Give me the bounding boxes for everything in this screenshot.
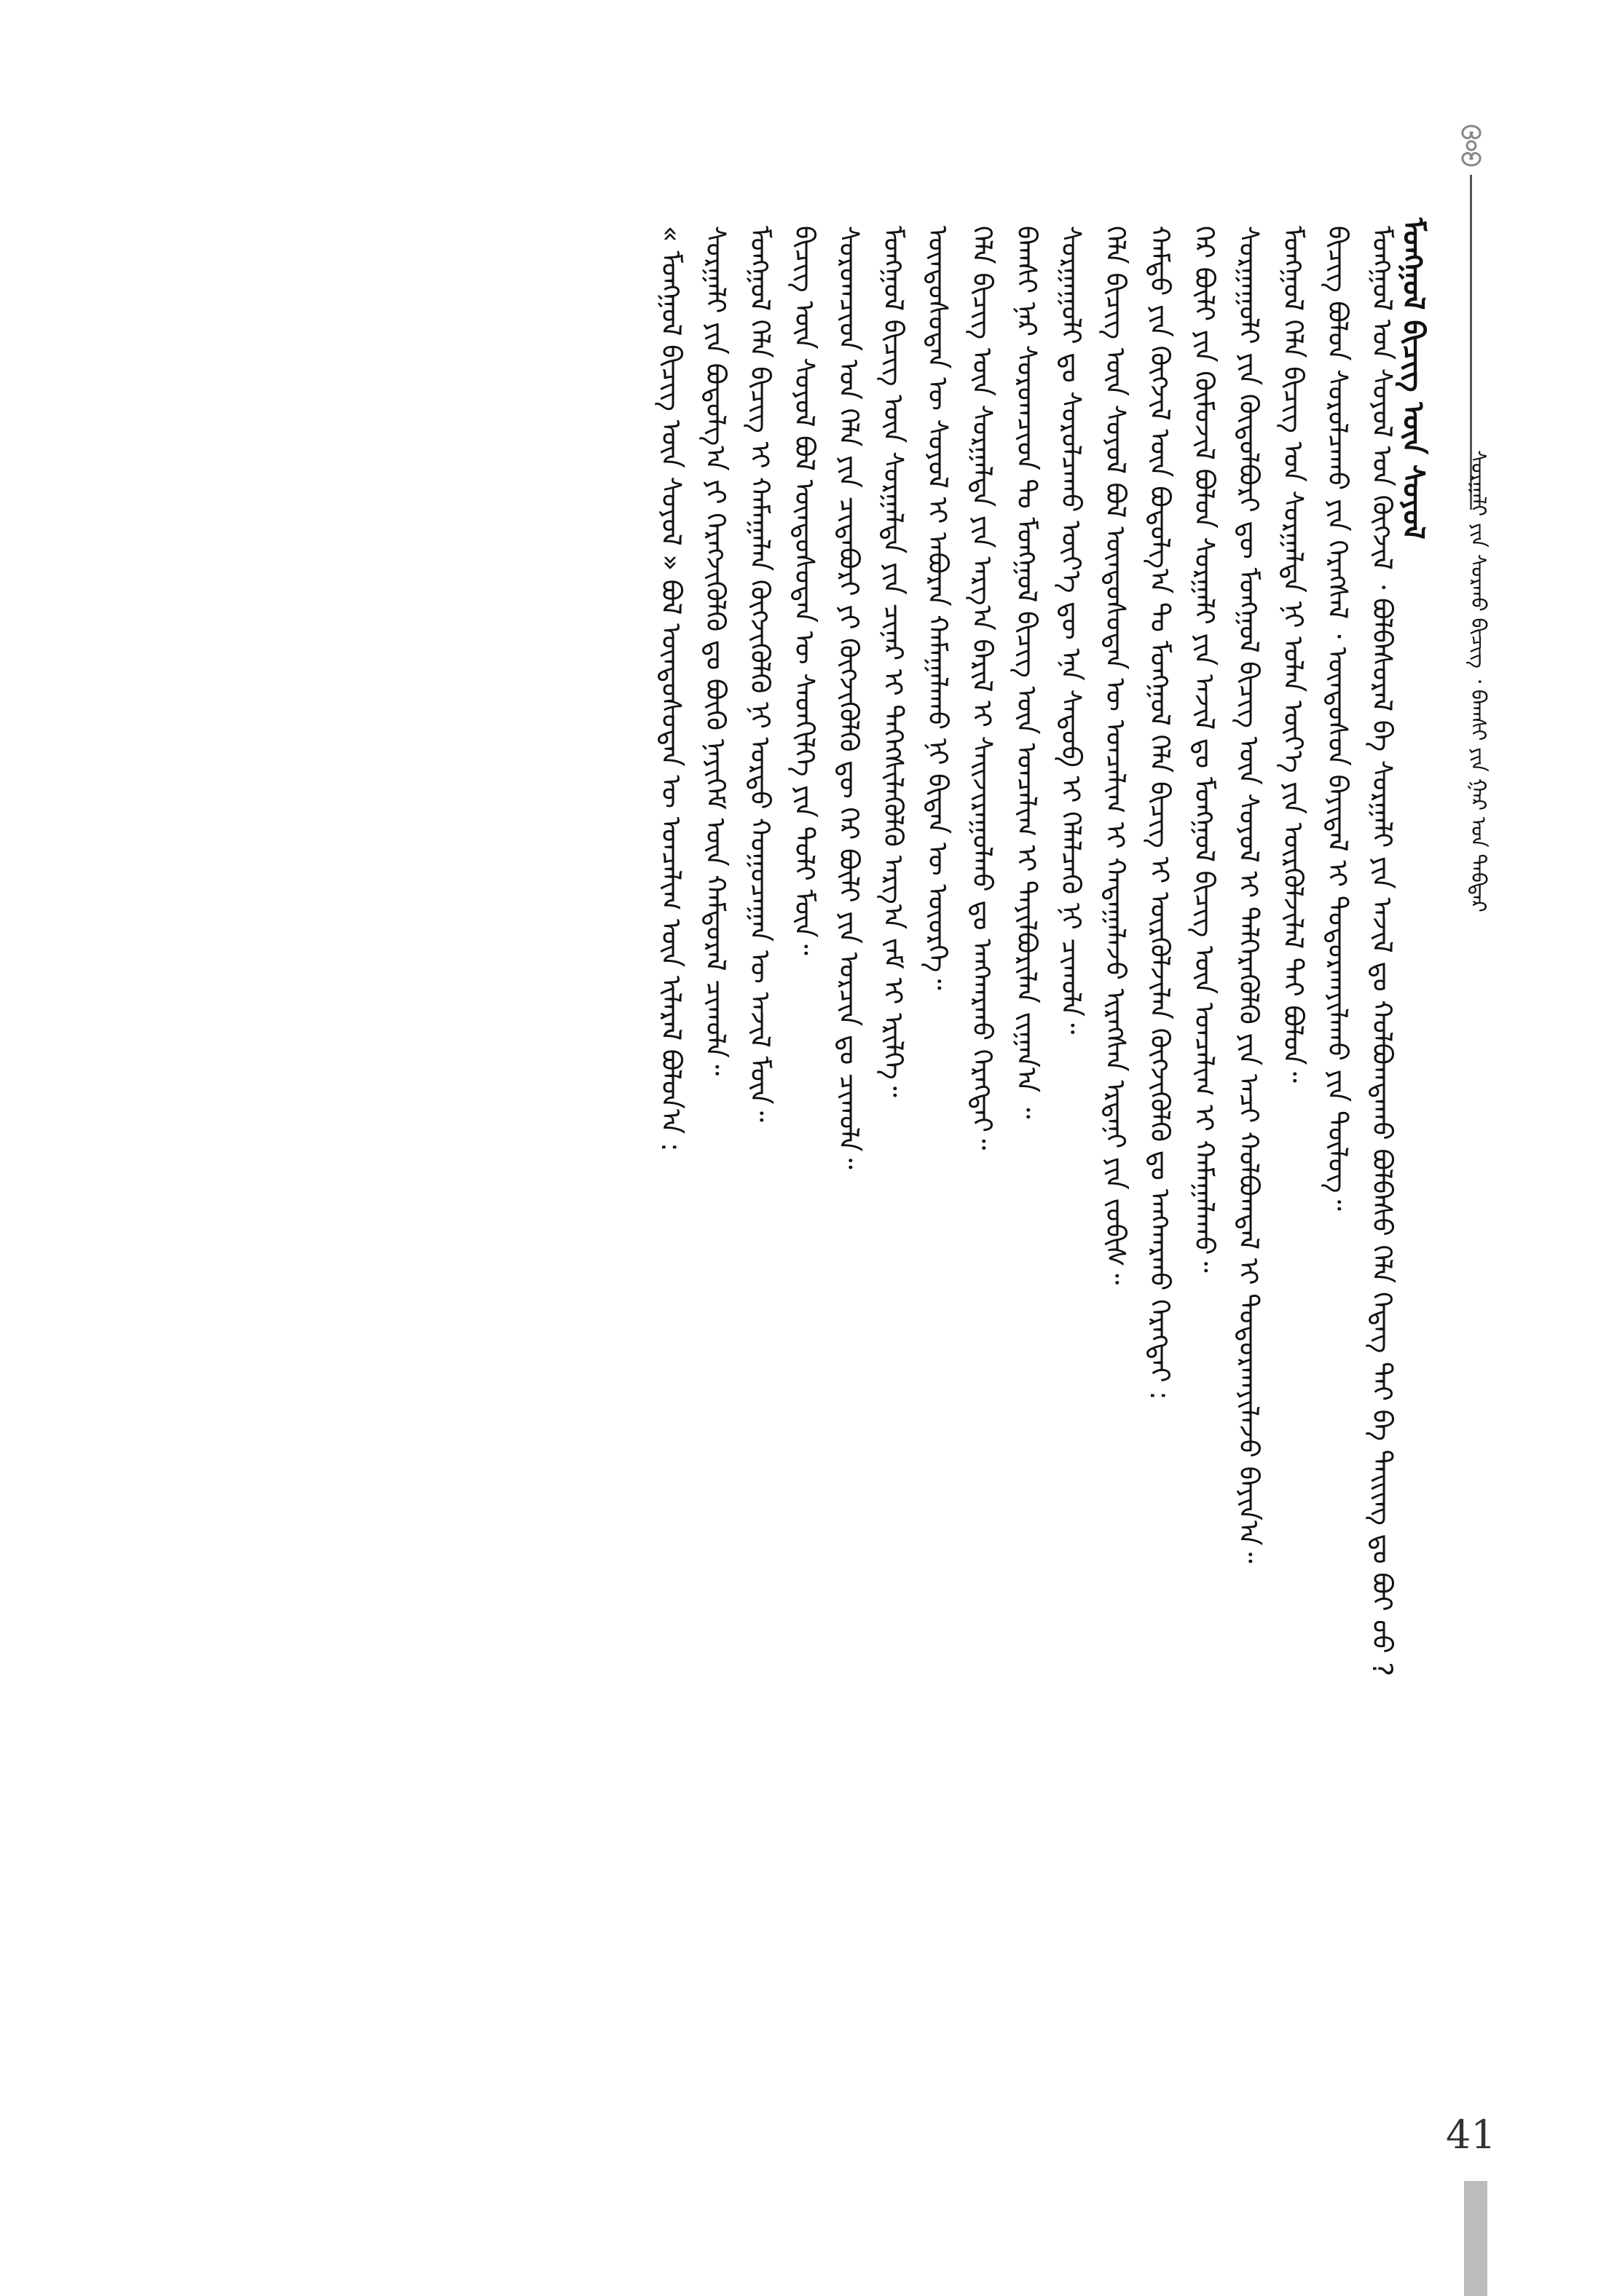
text-line: ᠬᠡᠯᠡ ᠪᠢᠴᠢᠭ ᠦᠨ ᠰᠤᠷᠭᠠᠯᠲᠠ ᠶᠢᠨ ᠠᠷᠭ᠎ᠠ ᠪᠠᠷᠢᠯ ᠢ ᠰᠠᠢᠵᠢᠷᠠᠭᠤᠯᠬᠤ ᠳᠤ ᠠᠩᠬᠠᠷᠬᠤ ᠬᠡᠷᠡᠭᠲᠡᠢ᠃ (967, 226, 998, 1151)
text-line: ᠰᠤᠷᠤᠭᠴᠢᠳ ᠤᠨ ᠬᠡᠯᠡ ᠶᠢᠨ ᠴᠢᠳᠠᠪᠤᠷᠢ ᠶᠢ ᠬᠥᠭᠵᠢᠭᠦᠯᠬᠦ ᠳᠦ ᠭᠡᠷ ᠪᠦᠯᠢ ᠶᠢᠨ ᠣᠷᠴᠢᠨ ᠳᠤ ᠴᠢᠬᠤᠯᠠ᠃ (833, 226, 865, 1169)
text-line: ᠬᠠᠮᠲᠤ ᠶᠢᠨ ᠬᠥᠭᠵᠢᠯ ᠦᠨ ᠪᠣᠳᠣᠯᠭ᠎ᠠ ᠲᠤ ᠮᠣᠩᠭᠣᠯ ᠬᠡᠯᠡ ᠪᠢᠴᠢᠭ ᠢ ᠦᠷᠭᠦᠯᠵᠢᠯᠡᠨ ᠬᠥᠭᠵᠢᠭᠦᠯᠬᠦ ᠳᠤ ᠠᠩᠬᠠᠷᠬᠤ ᠬᠡᠷᠡᠭᠲᠡᠢ : (1144, 226, 1176, 1400)
text-line: ᠮᠣᠩᠭᠣᠯ ᠤᠨ ᠰᠣᠶᠣᠯ ᠤᠨ ᠬᠥᠭᠵᠢᠯ ᠂ ᠪᠣᠯᠪᠠᠰᠤᠷᠠᠯ ᠪᠠ ᠰᠤᠷᠭᠠᠯᠢ ᠶᠢᠨ ᠠᠵᠢᠯ ᠳᠤ ᠬᠣᠯᠪᠣᠭᠳᠠᠬᠤ ᠪᠣᠯᠪᠠᠰᠤ ᠬᠡᠯᠡ ᠭᠡᠳᠡᠭ ᠲᠠᠢ ᠪᠠ ᠳᠠᠢᠢᠩ ᠳᠤ ᠪᠤᠢ ᠦᠦ ? (1366, 226, 1398, 1676)
text-line: ᠰᠤᠷᠭᠠᠭᠤᠯᠢ ᠶᠢᠨ ᠬᠥᠲᠦᠯᠪᠦᠷᠢ ᠳᠦ ᠮᠣᠩᠭᠣᠯ ᠪᠢᠴᠢᠭ ᠦᠨ ᠰᠣᠶᠣᠯ ᠢ ᠳᠡᠯᠭᠡᠷᠡᠭᠦᠯᠬᠦ ᠶᠢᠨ ᠠᠴᠢ ᠬᠣᠯᠪᠣᠭᠳᠠᠯ ᠢ ᠲᠣᠳᠣᠷᠬᠠᠶᠢᠯᠠᠵᠤ ᠪᠠᠶᠢᠨ᠎ᠠ᠃ (1233, 226, 1264, 1563)
page-edge-tab (1464, 2181, 1487, 2296)
running-header-subtitle (1453, 449, 1504, 912)
text-line: ᠮᠣᠩᠭᠣᠯ ᠬᠡᠯᠡ ᠪᠢᠴᠢᠭ ᠢ ᠬᠠᠮᠠᠭᠠᠯᠠᠨ ᠬᠥᠭᠵᠢᠭᠦᠯᠬᠦ ᠨᠢ ᠤᠷᠲᠤ ᠬᠤᠭᠤᠴᠠᠭᠠᠨ ᠦ ᠠᠵᠢᠯ ᠮᠥᠨ᠃ (744, 226, 776, 1122)
text-line: ᠮᠣᠩᠭᠣᠯ ᠬᠡᠯᠡ ᠪᠢᠴᠢᠭ ᠤᠨ ᠰᠤᠷᠭᠠᠯᠲᠠ ᠨᠢ ᠣᠯᠠᠨ ᠦᠶ᠎ᠡ ᠶᠢᠨ ᠦᠷᠭᠦᠯᠵᠢᠯᠡᠯ ᠲᠠᠢ ᠪᠣᠯᠤᠨ᠃ (1278, 226, 1309, 1083)
text-line: ᠭᠡᠷ ᠪᠦᠯᠢ ᠶᠢᠨ ᠬᠥᠮᠦᠵᠢᠯ ᠪᠣᠯᠤᠨ ᠰᠤᠷᠭᠠᠯᠢ ᠶᠢᠨ ᠠᠵᠢᠯ ᠳᠤ ᠮᠣᠩᠭᠣᠯ ᠪᠢᠴᠢᠭ ᠦᠨ ᠣᠨᠴᠠᠯᠢᠭ ᠢ ᠬᠠᠮᠠᠭᠠᠯᠠᠬᠤ᠃ (1189, 226, 1220, 1273)
text-line: ᠪᠢᠴᠢᠭ ᠪᠣᠯᠤᠨ ᠰᠤᠷᠤᠯᠴᠠᠬᠤ ᠶᠢᠨ ᠬᠡᠷᠡᠭᠰᠡᠯ ᠂ ᠦᠨᠳᠦᠰᠦᠨ ᠪᠠᠶᠢᠳᠠᠯ ᠢ ᠲᠣᠳᠣᠷᠬᠠᠶᠢᠯᠠᠬᠤ ᠶᠢᠨ ᠲᠥᠯᠥᠭ᠃ (1322, 226, 1353, 1211)
text-line: « ᠮᠣᠩᠭᠣᠯ ᠪᠢᠴᠢᠭ ᠦᠨ ᠰᠣᠶᠣᠯ » ᠪᠣᠯ ᠦᠨᠳᠦᠰᠦᠲᠡᠨ ᠦ ᠣᠨᠴᠠᠯᠢᠭ ᠦᠨ ᠢᠯᠡᠷᠡᠯ ᠪᠣᠯᠤᠨ᠎ᠠ : (656, 226, 687, 1152)
text-line: ᠪᠢᠴᠢᠭ ᠦᠨ ᠰᠣᠶᠣᠯ ᠪᠣᠯ ᠦᠨᠳᠦᠰᠦᠲᠡᠨ ᠦ ᠰᠡᠳᠬᠢᠯᠭᠡ ᠶᠢᠨ ᠲᠣᠯᠢ ᠮᠥᠨ᠃ (789, 226, 820, 955)
text-line: ᠮᠣᠩᠭᠣᠯ ᠪᠢᠴᠢᠭ ᠦᠨ ᠰᠤᠷᠭᠠᠯᠲᠠ ᠶᠢᠨ ᠴᠢᠨᠠᠷ ᠢ ᠳᠡᠭᠡᠭᠰᠢᠯᠡᠭᠦᠯᠬᠦ ᠠᠷᠭ᠎ᠠ ᠵᠠᠮ ᠢ ᠡᠷᠢᠯᠬᠡ᠃ (878, 226, 909, 1097)
text-line: ᠦᠨᠳᠦᠰᠦᠲᠡᠨ ᠦ ᠰᠣᠶᠣᠯ ᠢ ᠠᠪᠤᠷᠠᠨ ᠬᠠᠮᠠᠭᠠᠯᠠᠬᠤ ᠨᠢ ᠪᠢᠳᠡᠨ ᠦ ᠦᠦᠷᠭᠡ᠃ (922, 226, 953, 990)
text-line: ᠰᠤᠷᠭᠠᠭᠤᠯᠢ ᠳᠤ ᠰᠤᠷᠤᠯᠴᠠᠬᠤ ᠦᠶ᠎ᠡ ᠳᠦ ᠡᠨᠡ ᠰᠡᠳᠦᠪ ᠢ ᠬᠡᠯᠡᠯᠴᠡᠬᠦ ᠨᠢ ᠴᠢᠬᠤᠯᠠ᠃ (1055, 226, 1087, 1035)
text-line: ᠰᠤᠷᠭᠠᠯᠢ ᠶᠢᠨ ᠪᠣᠳᠣᠯᠭ᠎ᠠ ᠶᠢ ᠬᠡᠷᠡᠭᠵᠢᠭᠦᠯᠬᠦ ᠳᠤ ᠪᠦᠬᠦ ᠨᠡᠶᠢᠭᠡᠮ ᠦᠨ ᠬᠠᠮᠲᠤᠷᠠᠯ ᠴᠢᠬᠤᠯᠠ᠃ (700, 226, 731, 1076)
text-line: ᠬᠡᠯᠡ ᠪᠢᠴᠢᠭ ᠦᠨ ᠰᠣᠶᠣᠯ ᠪᠣᠯ ᠦᠨᠳᠦᠰᠦᠲᠡᠨ ᠦ ᠣᠨᠴᠠᠯᠢᠭ ᠢ ᠬᠠᠳᠠᠭᠠᠯᠠᠵᠤ ᠢᠷᠡᠭᠰᠡᠨ ᠡᠷᠳᠡᠨᠢ ᠶᠢᠨ ᠵᠣᠪᠢᠰ᠃ (1100, 226, 1131, 1285)
ornament-icon (1449, 120, 1493, 171)
body-text (208, 226, 1402, 2236)
header-title-text: ᠮᠣᠩᠭᠣᠯ ᠪᠢᠴᠢᠭ ᠦᠨ ᠰᠣᠶᠣᠯ (1396, 218, 1430, 540)
header-subtitle-text: ᠰᠤᠷᠭᠠᠯᠢ ᠶᠢᠨ ᠰᠤᠷᠬᠤ ᠪᠢᠴᠢᠭ ᠂ ᠪᠠᠭᠰᠢ ᠶᠢᠨ ᠭᠠᠷ ᠤᠨ ᠳᠡᠪᠲᠡᠷ (1466, 449, 1491, 912)
text-line: ᠪᠠᠭᠰᠢ ᠨᠠᠷ ᠰᠤᠷᠤᠭᠴᠢᠳ ᠲᠤ ᠮᠣᠩᠭᠣᠯ ᠪᠢᠴᠢᠭ ᠦᠨ ᠣᠨᠴᠠᠯᠢᠭ ᠢ ᠲᠠᠶᠢᠯᠪᠤᠷᠢᠯᠠᠨ ᠵᠢᠭᠠᠨ᠎ᠠ ᠃ (1011, 226, 1042, 1119)
page-number: 41 (1446, 2112, 1496, 2158)
